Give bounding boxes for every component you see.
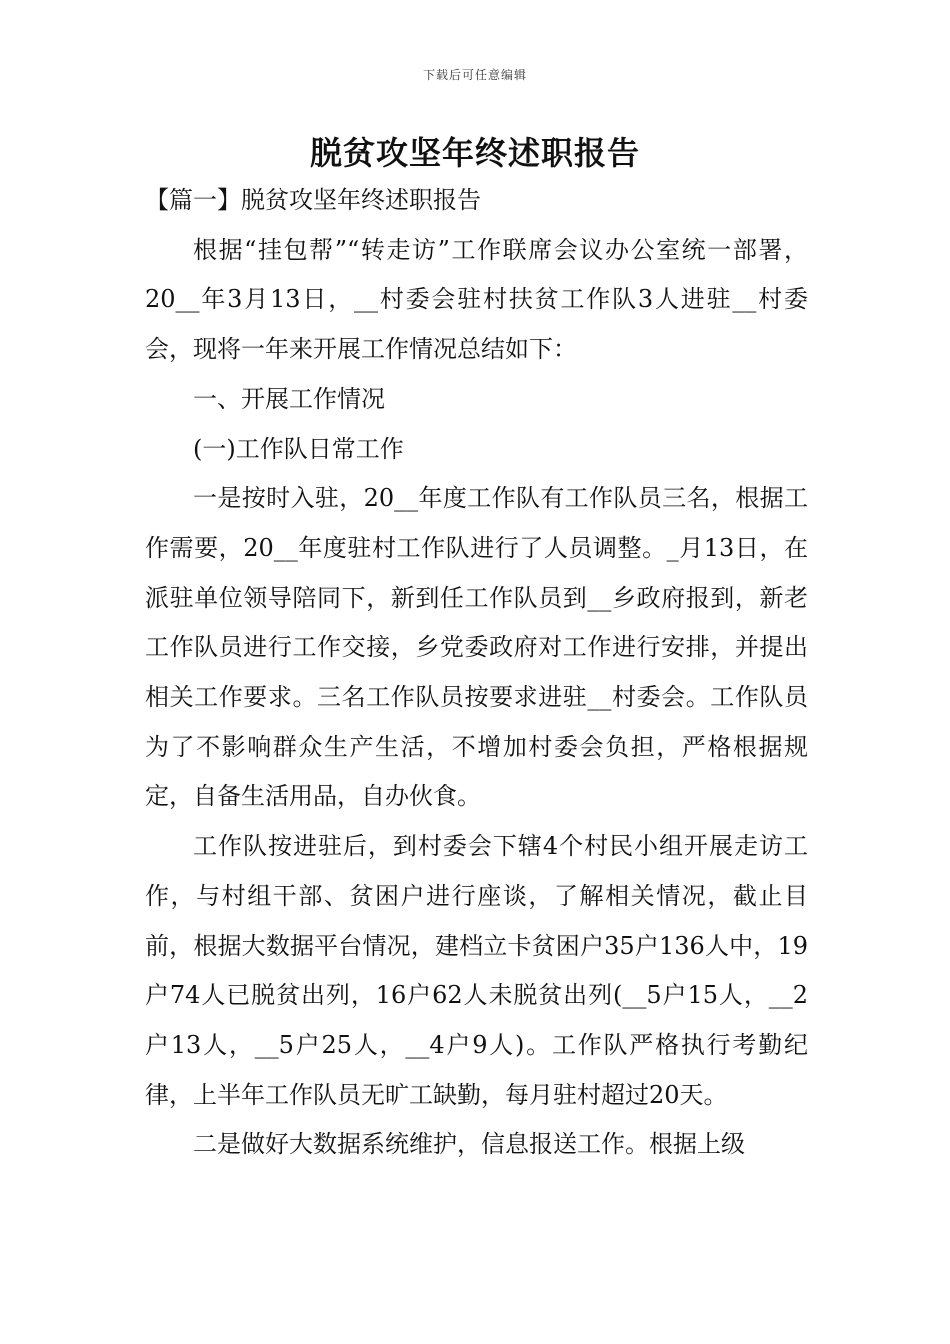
download-note: 下载后可任意编辑	[422, 68, 527, 82]
document-body	[145, 176, 808, 1170]
paragraph-station-on-time: 一是按时入驻，20__年度工作队有工作队员三名，根据工作需要，20__年度驻村工作队进行了人员调整。_月13日，在派驻单位领导陪同下，新到任工作队员到__乡政府报到，新老工作队员进行工作交接，乡党委政府对工作进行安排，并提出相关工作要求。三名工作队员按要求进驻__村委会。工作队员为了不影响群众生产生活，不增加村委会负担，严格根据规定，自备生活用品，自办伙食。	[145, 484, 808, 811]
paragraph-big-data: 二是做好大数据系统维护，信息报送工作。根据上级	[193, 1130, 745, 1159]
paragraph-visit-work: 工作队按进驻后，到村委会下辖4个村民小组开展走访工作，与村组干部、贫困户进行座谈，了解相关情况，截止目前，根据大数据平台情况，建档立卡贫困户35户136人中，19户74人已脱贫出列，16户62人未脱贫出列(__5户15人，__2户13人，__5户25人，__4户9人)。工作队严格执行考勤纪律，上半年工作队员无旷工缺勤，每月驻村超过20天。	[145, 832, 808, 1109]
paragraph-intro: 根据“挂包帮”“转走访”工作联席会议办公室统一部署，20__年3月13日，__村委会驻村扶贫工作队3人进驻__村委会，现将一年来开展工作情况总结如下：	[145, 235, 808, 364]
document-title: 脱贫攻坚年终述职报告	[309, 134, 640, 172]
heading-work-status: 一、开展工作情况	[193, 384, 385, 413]
section-heading: 【篇一】脱贫攻坚年终述职报告	[145, 186, 481, 214]
heading-daily-work: (一)工作队日常工作	[193, 434, 404, 463]
